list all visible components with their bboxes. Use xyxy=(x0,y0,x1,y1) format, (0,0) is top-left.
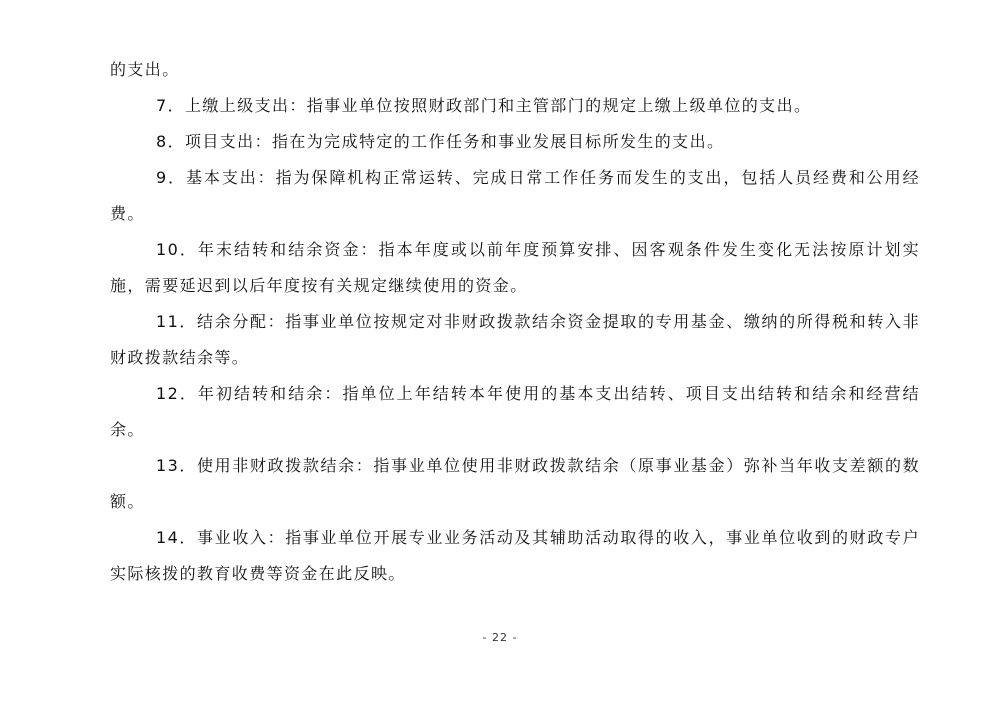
paragraph-item-10: 10．年末结转和结余资金：指本年度或以前年度预算安排、因客观条件发生变化无法按原计划实施，需要延迟到以后年度按有关规定继续使用的资金。 xyxy=(110,240,920,295)
paragraph-item-7: 7．上缴上级支出：指事业单位按照财政部门和主管部门的规定上缴上级单位的支出。 xyxy=(156,96,812,115)
paragraph-item-9: 9．基本支出：指为保障机构正常运转、完成日常工作任务而发生的支出，包括人员经费和公用经费。 xyxy=(110,168,920,223)
body-text xyxy=(110,52,920,592)
page-number: - 22 - xyxy=(482,631,518,644)
paragraph-item-11: 11．结余分配：指事业单位按规定对非财政拨款结余资金提取的专用基金、缴纳的所得税和转入非财政拨款结余等。 xyxy=(110,312,920,367)
paragraph-item-14: 14．事业收入：指事业单位开展专业业务活动及其辅助活动取得的收入，事业单位收到的财政专户实际核拨的教育收费等资金在此反映。 xyxy=(110,528,920,583)
paragraph-continuation: 的支出。 xyxy=(110,60,180,79)
paragraph-item-8: 8．项目支出：指在为完成特定的工作任务和事业发展目标所发生的支出。 xyxy=(156,132,725,151)
paragraph-item-12: 12．年初结转和结余：指单位上年结转本年使用的基本支出结转、项目支出结转和结余和经营结余。 xyxy=(110,384,920,439)
paragraph-item-13: 13．使用非财政拨款结余：指事业单位使用非财政拨款结余（原事业基金）弥补当年收支差额的数额。 xyxy=(110,456,920,511)
